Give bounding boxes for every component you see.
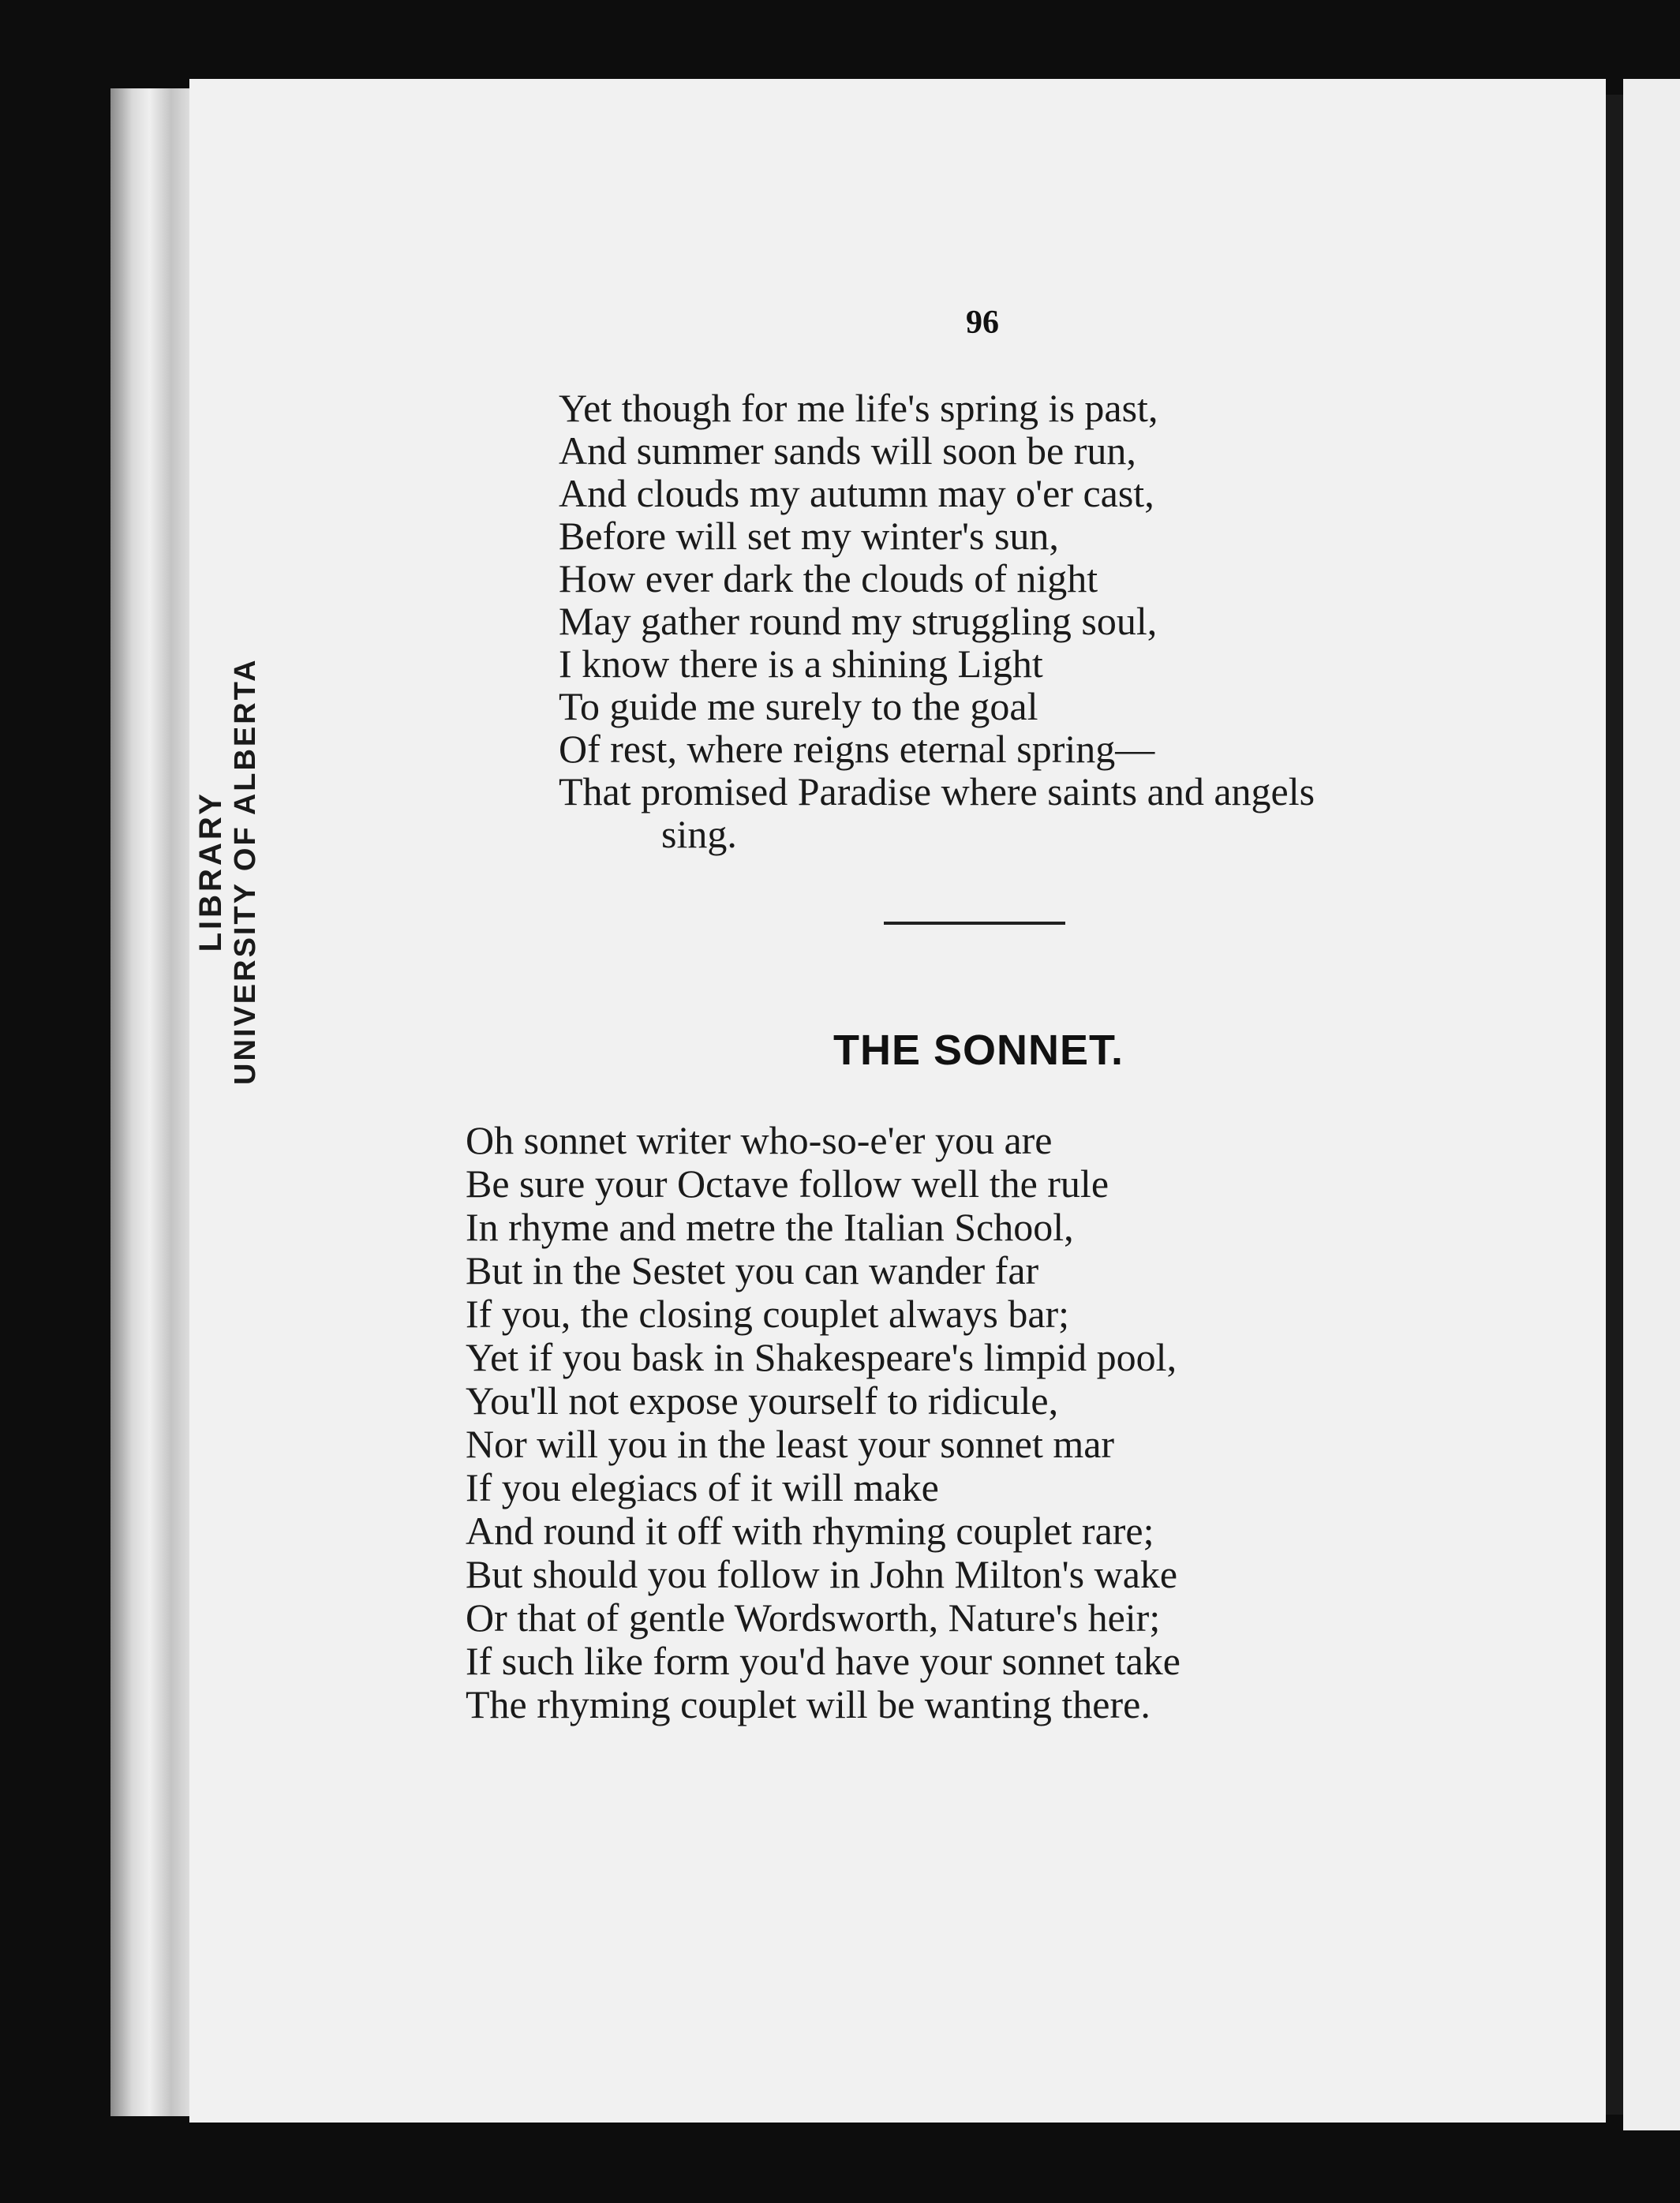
sonnet-line: You'll not expose yourself to ridicule,	[466, 1378, 1059, 1423]
poem-line: And summer sands will soon be run,	[559, 428, 1136, 473]
poem-line: Before will set my winter's sun,	[559, 514, 1059, 558]
poem-line-continuation: sing.	[661, 812, 737, 856]
sonnet-line: Or that of gentle Wordsworth, Nature's heir;	[466, 1595, 1161, 1640]
sonnet-line: Nor will you in the least your sonnet mar	[466, 1422, 1115, 1466]
page-gutter-shadow	[1606, 95, 1623, 2115]
sonnet-line: In rhyme and metre the Italian School,	[466, 1205, 1074, 1249]
poem-continued	[559, 387, 1315, 855]
facing-page-edge	[1623, 79, 1680, 2130]
library-stamp	[193, 657, 263, 1085]
sonnet-line: But should you follow in John Milton's wake	[466, 1552, 1178, 1596]
poem-line: And clouds my autumn may o'er cast,	[559, 471, 1154, 515]
sonnet-line: If such like form you'd have your sonnet take	[466, 1639, 1180, 1683]
library-stamp-line1: LIBRARY	[193, 791, 228, 952]
sonnet-poem	[466, 1119, 1180, 1726]
sonnet-line: If you elegiacs of it will make	[466, 1465, 939, 1509]
poem-line: Of rest, where reigns eternal spring—	[559, 727, 1155, 771]
poem-line: I know there is a shining Light	[559, 641, 1043, 686]
sonnet-line: The rhyming couplet will be wanting there.	[466, 1682, 1151, 1726]
sonnet-title: THE SONNET.	[833, 1027, 1124, 1074]
poem-line: That promised Paradise where saints and angels	[559, 769, 1315, 814]
poem-line: How ever dark the clouds of night	[559, 556, 1098, 600]
poem-line: May gather round my struggling soul,	[559, 599, 1158, 643]
section-divider	[884, 922, 1065, 925]
poem-line: Yet though for me life's spring is past,	[559, 386, 1158, 430]
page-number: 96	[966, 305, 999, 341]
library-stamp-line2: UNIVERSITY OF ALBERTA	[229, 657, 262, 1085]
sonnet-line: Oh sonnet writer who-so-e'er you are	[466, 1118, 1053, 1162]
sonnet-line: But in the Sestet you can wander far	[466, 1248, 1039, 1292]
sonnet-line: Be sure your Octave follow well the rule	[466, 1161, 1109, 1206]
poem-line: To guide me surely to the goal	[559, 684, 1038, 728]
book-spine-edge	[110, 88, 200, 2116]
sonnet-line: And round it off with rhyming couplet rare;	[466, 1509, 1154, 1553]
sonnet-line: Yet if you bask in Shakespeare's limpid pool,	[466, 1335, 1177, 1379]
sonnet-line: If you, the closing couplet always bar;	[466, 1292, 1070, 1336]
